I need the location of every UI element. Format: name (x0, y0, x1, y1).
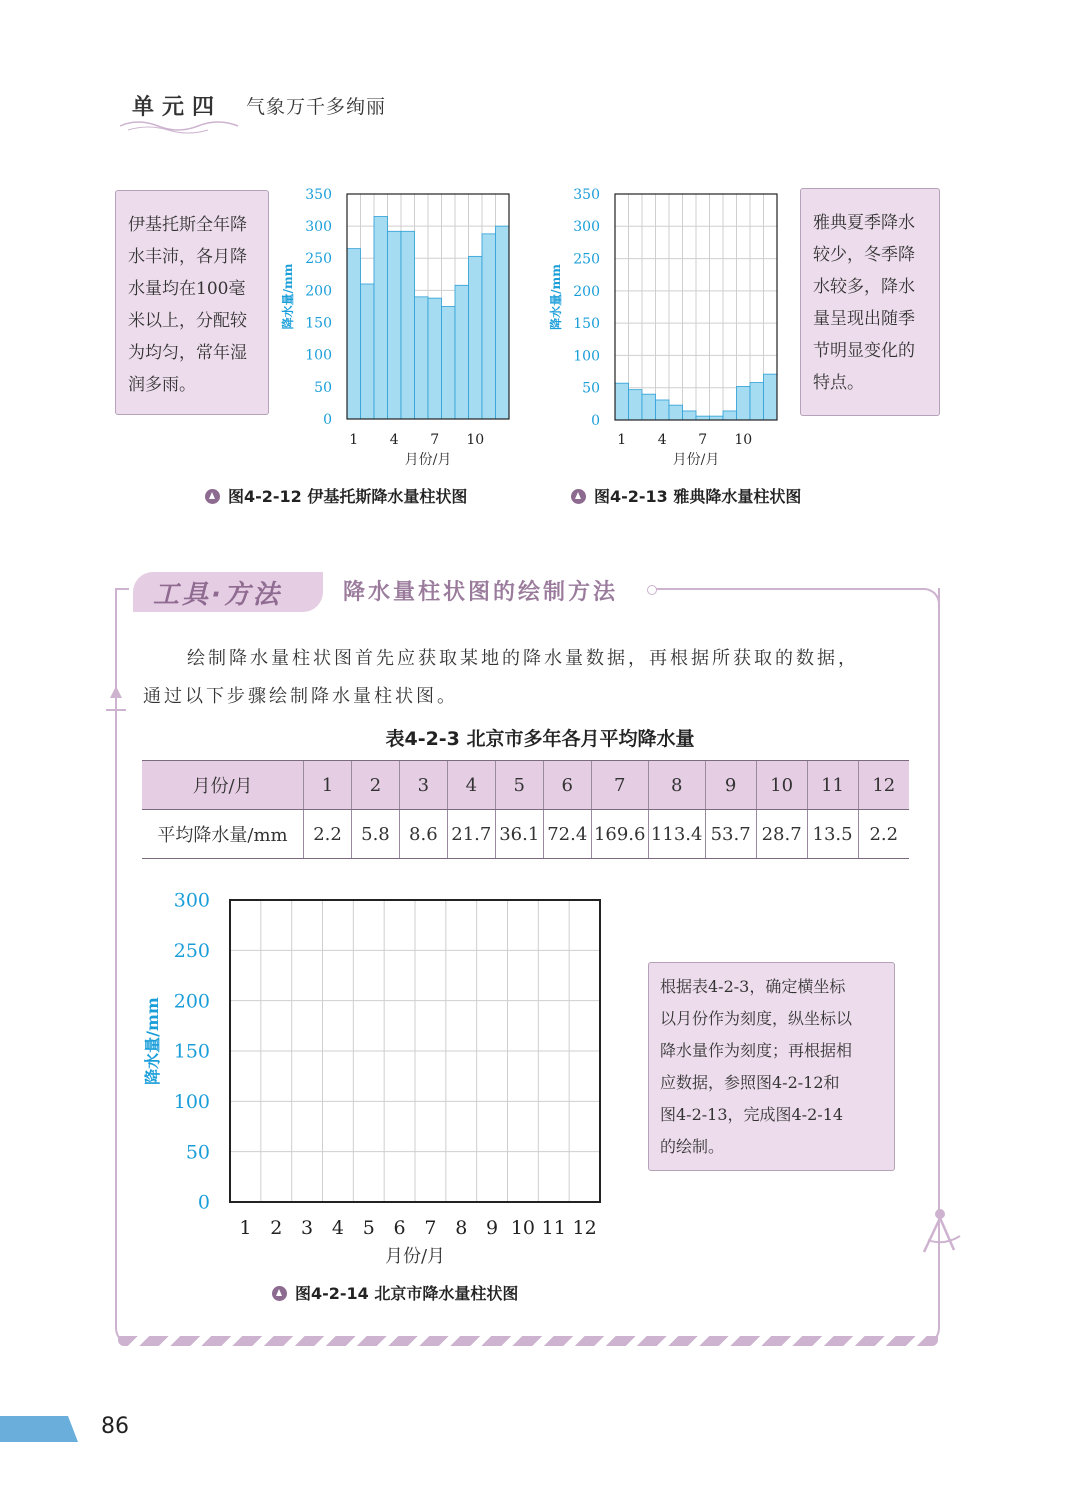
unit-label: 单元四 (132, 95, 223, 120)
fig13-caption (571, 484, 801, 507)
note-line: 较少，冬季降 (813, 245, 915, 265)
value-cell: 169.6 (591, 810, 648, 859)
y-tick-label: 250 (173, 939, 210, 962)
page-tab (0, 1416, 78, 1442)
y-tick-label: 0 (323, 411, 332, 428)
y-tick-label: 350 (305, 186, 332, 203)
note-line: 米以上，分配较 (128, 311, 247, 331)
frame-corner-left (115, 588, 129, 602)
tool-banner (133, 572, 323, 612)
y-tick-label: 300 (573, 219, 600, 236)
page-number: 86 (101, 1414, 129, 1439)
bar (401, 231, 415, 419)
y-tick-label: 100 (173, 1090, 210, 1113)
month-cell: 7 (591, 761, 648, 810)
tool-banner-text: 工具·方法 (153, 580, 282, 610)
x-tick-label: 7 (698, 432, 708, 448)
value-cell: 8.6 (399, 810, 447, 859)
bar (361, 284, 375, 419)
x-tick-label: 7 (430, 432, 440, 448)
x-tick-label: 5 (362, 1217, 375, 1239)
value-cell: 21.7 (447, 810, 495, 859)
bar (496, 226, 510, 419)
month-cell: 3 (399, 761, 447, 810)
note-line: 根据表4-2-3，确定横坐标 (660, 977, 846, 996)
note-line: 水丰沛，各月降 (128, 247, 247, 267)
y-tick-label: 50 (185, 1141, 210, 1164)
month-cell: 11 (807, 761, 858, 810)
x-tick-label: 10 (734, 432, 753, 448)
x-tick-label: 9 (486, 1217, 499, 1239)
bar (388, 231, 402, 419)
y-tick-label: 100 (573, 348, 600, 365)
y-tick-label: 50 (314, 379, 332, 396)
x-tick-label: 11 (541, 1217, 566, 1239)
x-tick-label: 3 (301, 1217, 314, 1239)
y-axis-label: 降水量/mm (143, 997, 162, 1085)
month-cell: 2 (351, 761, 399, 810)
month-cell: 5 (495, 761, 543, 810)
fig12-caption (205, 484, 467, 507)
paragraph-line: 绘制降水量柱状图首先应获取某地的降水量数据，再根据所获取的数据， (187, 648, 859, 669)
table-header-row (142, 761, 909, 810)
value-cell: 2.2 (858, 810, 909, 859)
month-cell: 4 (447, 761, 495, 810)
value-cell: 13.5 (807, 810, 858, 859)
y-tick-label: 200 (573, 283, 600, 300)
note-line: 为均匀，常年湿 (128, 343, 247, 363)
row-label: 平均降水量/mm (142, 810, 304, 859)
note-line: 节明显变化的 (813, 341, 915, 361)
y-axis-label: 降水量/mm (549, 264, 563, 330)
month-cell: 12 (858, 761, 909, 810)
caption-text: 图4-2-14 北京市降水量柱状图 (295, 1284, 519, 1303)
note-line: 降水量作为刻度；再根据相 (660, 1041, 853, 1060)
yikitos-note (115, 190, 269, 415)
x-tick-label: 1 (239, 1217, 252, 1239)
bar (469, 256, 483, 419)
header-label: 月份/月 (142, 761, 304, 810)
note-line: 水量均在100毫 (128, 279, 246, 299)
bar (642, 394, 656, 420)
bar (482, 234, 496, 419)
note-line: 图4-2-13，完成图4-2-14 (660, 1105, 844, 1124)
athens-chart (548, 180, 798, 475)
method-paragraph (143, 640, 903, 716)
month-cell: 9 (705, 761, 756, 810)
x-tick-label: 4 (657, 432, 667, 448)
value-cell: 53.7 (705, 810, 756, 859)
x-tick-label: 4 (331, 1217, 344, 1239)
bar (656, 400, 670, 420)
frame-bottom-bar (118, 1336, 938, 1346)
caption-text: 图4-2-13 雅典降水量柱状图 (594, 487, 802, 506)
y-tick-label: 300 (305, 219, 332, 236)
yikitos-chart (280, 180, 530, 475)
bar (615, 383, 629, 420)
instruction-note (648, 962, 895, 1171)
bar (428, 298, 442, 419)
x-axis-label: 月份/月 (384, 1246, 446, 1267)
note-line: 润多雨。 (128, 375, 196, 395)
value-cell: 36.1 (495, 810, 543, 859)
table-value-row (142, 810, 909, 859)
note-line: 量呈现出随季 (813, 309, 915, 329)
header-flourish (118, 118, 258, 138)
caption-text: 图4-2-12 伊基托斯降水量柱状图 (228, 487, 468, 506)
x-tick-label: 2 (270, 1217, 283, 1239)
bar (415, 297, 429, 419)
beijing-chart (140, 880, 620, 1275)
x-tick-label: 7 (424, 1217, 437, 1239)
y-tick-label: 200 (305, 283, 332, 300)
table-title: 表4-2-3 北京市多年各月平均降水量 (385, 728, 695, 750)
title-dot (647, 585, 657, 595)
bar (683, 411, 697, 420)
bar (737, 386, 751, 420)
triangle-icon (272, 1286, 287, 1301)
y-tick-label: 350 (573, 186, 600, 203)
fig14-caption (272, 1281, 518, 1304)
month-cell: 6 (543, 761, 591, 810)
triangle-icon (571, 489, 586, 504)
y-tick-label: 200 (173, 990, 210, 1013)
x-axis-label: 月份/月 (404, 452, 452, 468)
note-line: 的绘制。 (660, 1137, 725, 1156)
x-tick-label: 1 (617, 432, 627, 448)
paragraph-line: 通过以下步骤绘制降水量柱状图。 (143, 686, 458, 707)
compass-icon (914, 1200, 966, 1260)
precip-table (142, 760, 909, 859)
y-tick-label: 300 (173, 889, 210, 912)
arrow-up-icon (104, 684, 128, 720)
y-tick-label: 0 (197, 1191, 210, 1214)
note-line: 水较多，降水 (813, 277, 915, 297)
y-tick-label: 100 (305, 347, 332, 364)
month-cell: 1 (304, 761, 352, 810)
method-title: 降水量柱状图的绘制方法 (343, 580, 619, 605)
x-tick-label: 10 (466, 432, 485, 448)
y-tick-label: 150 (173, 1040, 210, 1063)
bar (455, 285, 469, 419)
y-tick-label: 150 (305, 315, 332, 332)
y-tick-label: 50 (582, 380, 600, 397)
value-cell: 5.8 (351, 810, 399, 859)
bar (374, 217, 388, 420)
athens-note (800, 188, 940, 416)
y-tick-label: 250 (573, 251, 600, 268)
note-line: 应数据，参照图4-2-12和 (660, 1073, 840, 1092)
y-tick-label: 0 (591, 412, 600, 429)
bar (764, 374, 778, 420)
y-tick-label: 250 (305, 251, 332, 268)
value-cell: 113.4 (648, 810, 705, 859)
value-cell: 28.7 (756, 810, 807, 859)
x-tick-label: 12 (572, 1217, 597, 1239)
note-line: 伊基托斯全年降 (128, 215, 247, 235)
note-line: 雅典夏季降水 (813, 213, 915, 233)
month-cell: 8 (648, 761, 705, 810)
x-tick-label: 1 (349, 432, 359, 448)
bar (442, 307, 456, 420)
note-line: 以月份作为刻度，纵坐标以 (660, 1009, 853, 1028)
x-tick-label: 10 (510, 1217, 536, 1239)
y-tick-label: 150 (573, 316, 600, 333)
unit-title: 气象万千多绚丽 (246, 96, 387, 118)
note-line: 特点。 (813, 373, 864, 393)
value-cell: 2.2 (304, 810, 352, 859)
bar (669, 405, 683, 420)
bar (629, 390, 643, 420)
month-cell: 10 (756, 761, 807, 810)
x-tick-label: 6 (393, 1217, 406, 1239)
x-tick-label: 8 (455, 1217, 468, 1239)
value-cell: 72.4 (543, 810, 591, 859)
bar (347, 249, 361, 419)
triangle-icon (205, 489, 220, 504)
bar (723, 411, 737, 420)
frame-top-line (650, 588, 922, 590)
y-axis-label: 降水量/mm (281, 263, 295, 330)
unit-header (118, 84, 438, 134)
x-axis-label: 月份/月 (672, 452, 720, 468)
x-tick-label: 4 (389, 432, 399, 448)
bar (750, 383, 764, 420)
